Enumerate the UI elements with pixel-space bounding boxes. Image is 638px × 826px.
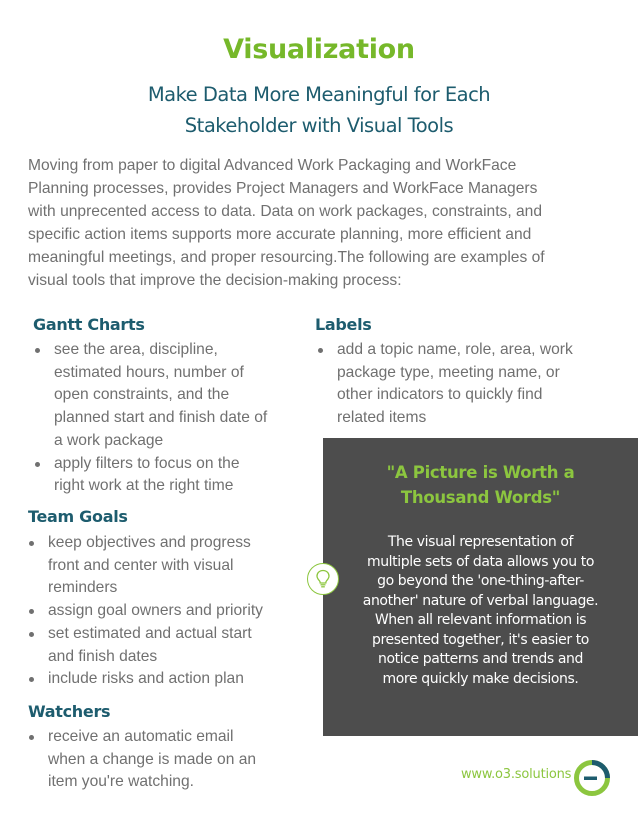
list-item-line: add a topic name, role, area, work [337, 341, 573, 358]
list-item-line: set estimated and actual start [48, 624, 252, 642]
list-item [24, 668, 304, 691]
labels-list [313, 339, 613, 430]
intro-line: with unprecented access to data. Data on work packages, constraints, and [28, 203, 543, 220]
list-item [24, 600, 304, 623]
quote-body [323, 533, 638, 689]
subtitle-line: Stakeholder with Visual Tools [184, 114, 454, 137]
team-goals-heading: Team Goals [28, 507, 128, 526]
intro-line: meaningful meetings, and proper resourcing.The following are examples of [28, 249, 545, 266]
list-item-line: right work at the right time [54, 477, 234, 495]
quote-body-line: The visual representation of [387, 534, 574, 550]
quote-body-line: another' nature of verbal language. [362, 592, 599, 609]
list-item-line: receive an automatic email [48, 728, 234, 745]
list-item [313, 339, 613, 430]
intro-line: specific action items supports more accurate planning, more efficient and [28, 226, 532, 243]
o3-logo-icon [574, 760, 610, 801]
quote-callout [323, 438, 638, 736]
list-item [30, 453, 300, 498]
gantt-charts-list [30, 339, 300, 498]
page-title: Visualization [223, 34, 415, 65]
watchers-list [24, 726, 304, 794]
quote-body-line: presented together, it's easier to [372, 631, 589, 648]
intro-line: Planning processes, provides Project Managers and WorkFace Managers [28, 180, 538, 197]
quote-title [323, 460, 638, 510]
quote-body-line: more quickly make decisions. [382, 670, 579, 687]
labels-heading: Labels [315, 315, 372, 334]
list-item-line: open constraints, and the [54, 386, 230, 404]
list-item-line: apply filters to focus on the [54, 454, 240, 472]
watchers-heading: Watchers [28, 702, 111, 721]
quote-body-line: notice patterns and trends and [378, 651, 583, 667]
intro-line: visual tools that improve the decision-making process: [28, 272, 402, 289]
list-item [24, 532, 304, 600]
list-item-line: and finish dates [48, 647, 158, 665]
gantt-charts-heading: Gantt Charts [33, 315, 145, 334]
list-item-line: item you're watching. [48, 773, 194, 791]
intro-paragraph [28, 154, 613, 292]
list-item-line: when a change is made on an [48, 750, 257, 768]
quote-title-line: "A Picture is Worth a [386, 463, 575, 482]
list-item-line: front and center with visual [48, 556, 234, 574]
list-item-line: estimated hours, number of [54, 363, 244, 381]
list-item-line: planned start and finish date of [54, 409, 268, 427]
list-item-line: include risks and action plan [48, 670, 244, 688]
list-item-line: assign goal owners and priority [48, 602, 263, 620]
list-item-line: other indicators to quickly find [337, 386, 543, 404]
quote-body-line: When all relevant information is [374, 612, 587, 628]
list-item-line: package type, meeting name, or [337, 363, 560, 381]
list-item-line: reminders [48, 579, 118, 597]
intro-line: Moving from paper to digital Advanced Work Packaging and WorkFace [28, 157, 517, 174]
quote-body-line: multiple sets of data allows you to [366, 553, 595, 570]
list-item [24, 726, 304, 794]
quote-title-line: Thousand Words" [400, 488, 561, 507]
team-goals-list [24, 532, 304, 691]
quote-body-line: go beyond the 'one-thing-after- [377, 573, 584, 589]
lightbulb-icon [307, 563, 339, 595]
list-item-line: see the area, discipline, [54, 341, 218, 358]
list-item-line: keep objectives and progress [48, 534, 251, 551]
website-link[interactable]: www.o3.solutions [461, 767, 572, 782]
list-item-line: a work package [54, 431, 164, 449]
list-item [24, 623, 304, 668]
subtitle-line: Make Data More Meaningful for Each [147, 83, 491, 106]
page-subtitle [0, 79, 638, 141]
list-item [30, 339, 300, 453]
list-item-line: related items [337, 409, 427, 427]
